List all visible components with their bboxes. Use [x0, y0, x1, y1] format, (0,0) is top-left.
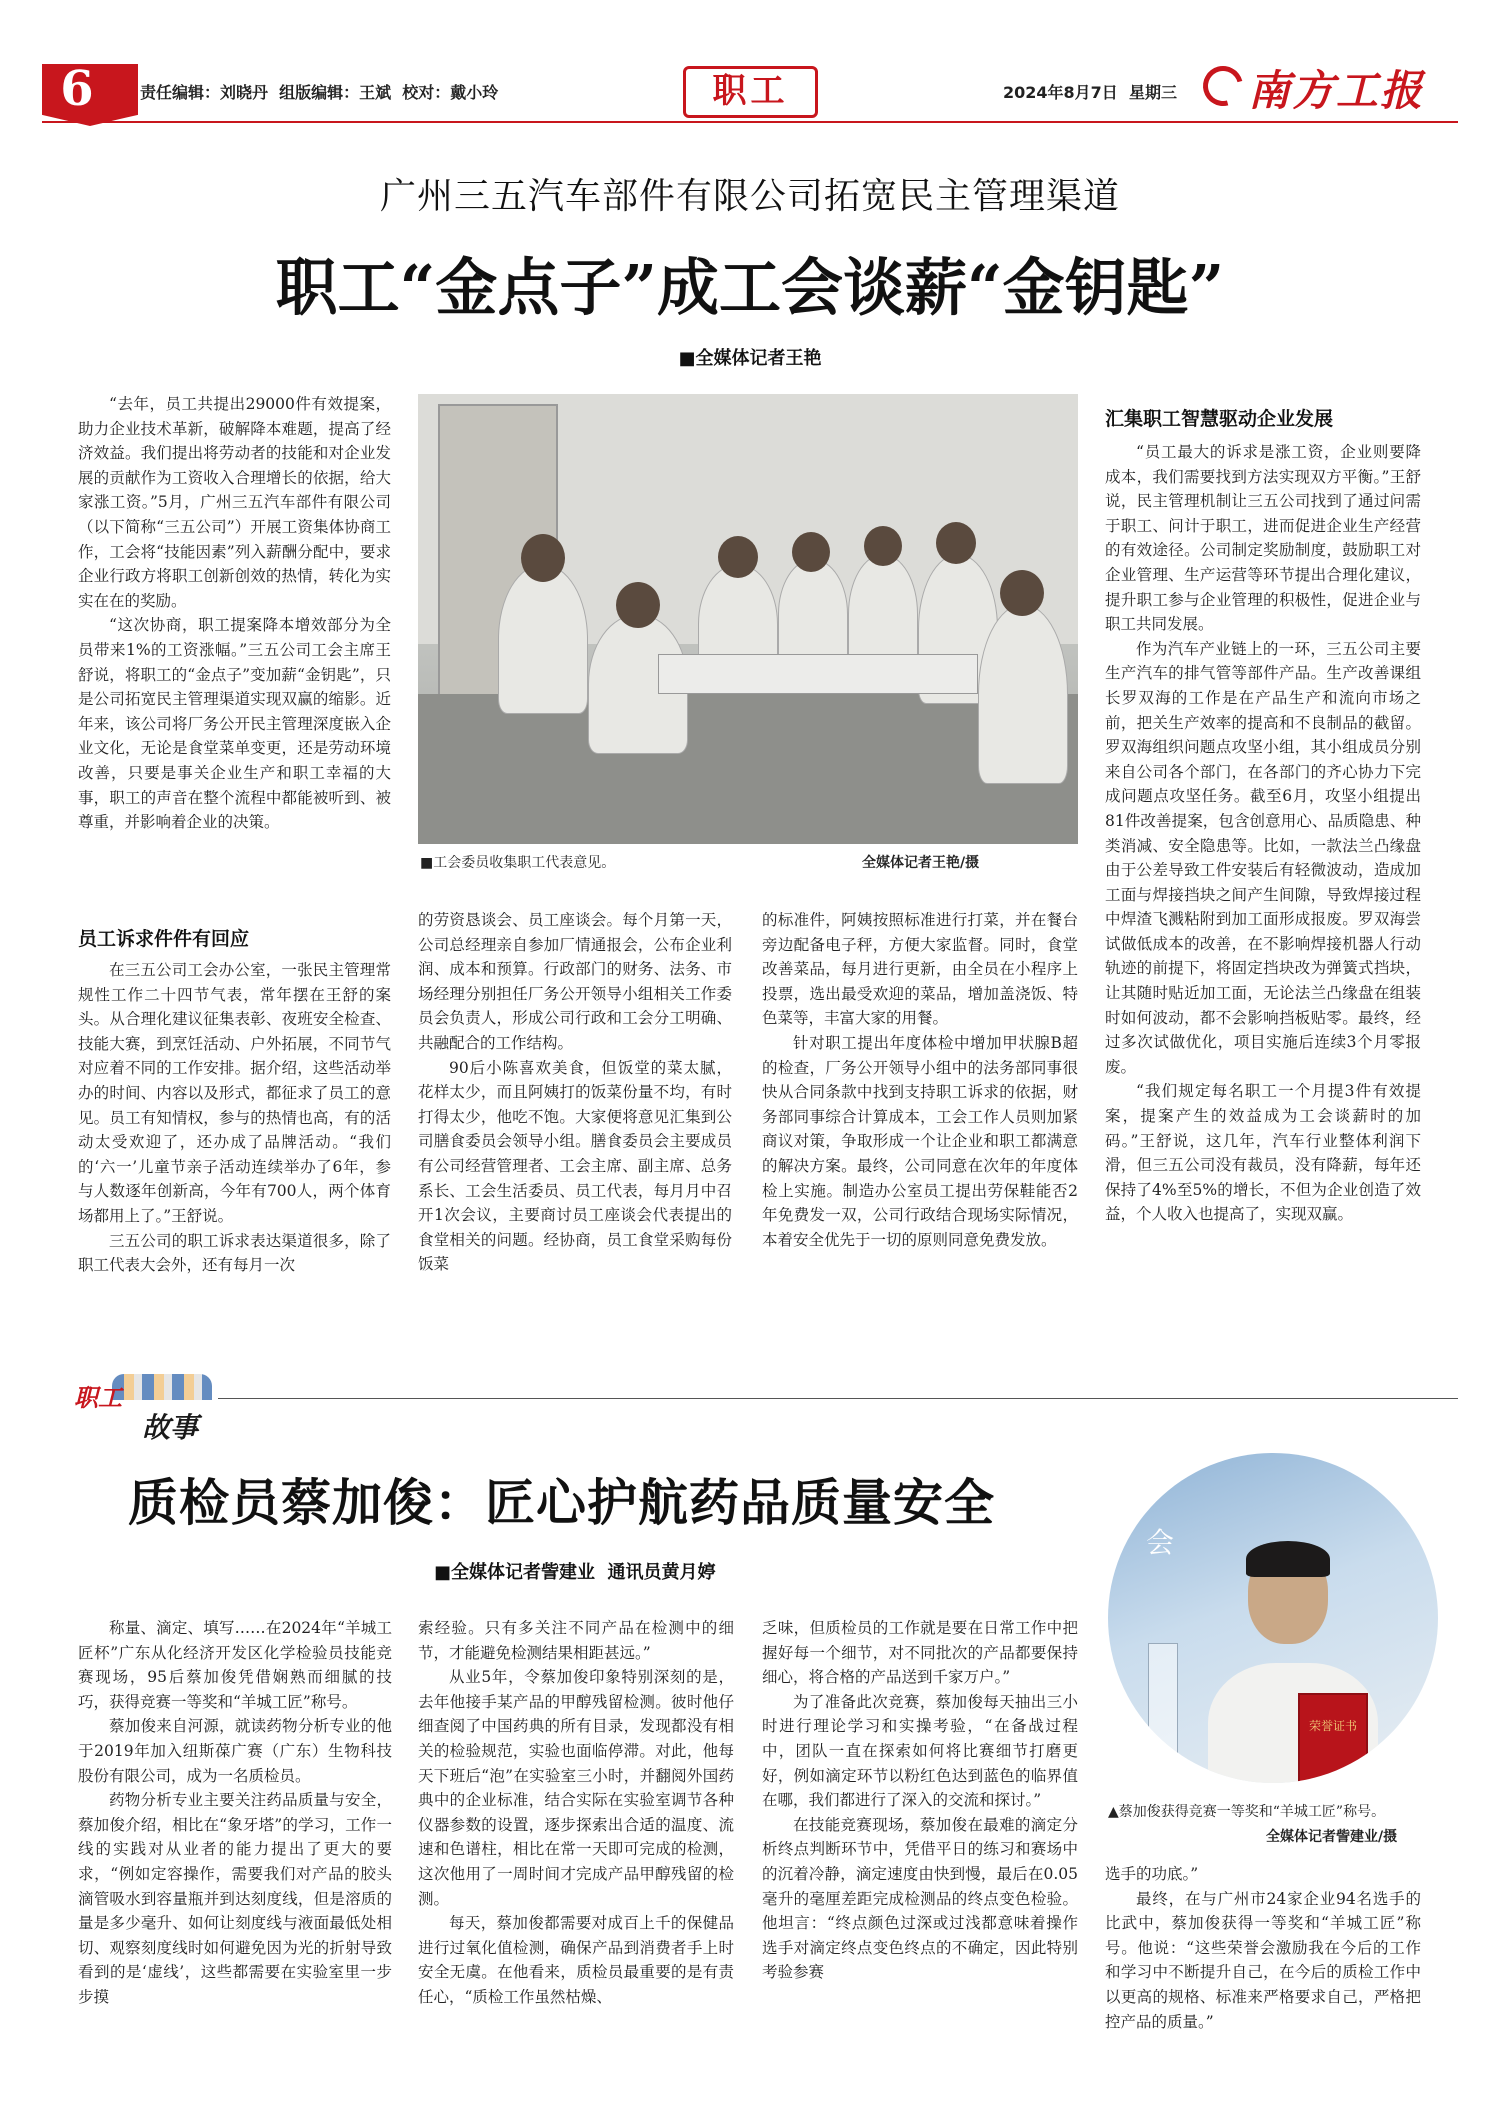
portrait-photo [1108, 1453, 1438, 1783]
paragraph: 从业5年，令蔡加俊印象特别深刻的是，去年他接手某产品的甲醇残留检测。彼时他仔细查阅了中国药典的所有目录，发现都没有相关的检验规范，实验也面临停滞。对此，他每天下班后“泡”在实验室三小时，并翻阅外国药典中的企业标准，结合实际在实验室调节各种仪器参数的设置，逐步探索出合适的温度、流速和色谱柱，相比在常一天即可完成的检测，这次他用了一周时间才完成产品甲醇残留的检测。 [418, 1668, 734, 1908]
column-logo-bottom: 故事 [142, 1411, 199, 1444]
column-logo [72, 1372, 232, 1444]
paragraph: 蔡加俊来自河源，就读药物分析专业的他于2019年加入纽斯葆广赛（广东）生物科技股份有限公司，成为一名质检员。 [78, 1717, 392, 1785]
paragraph: 选手的功底。” [1105, 1865, 1199, 1883]
story-byline: ■全媒体记者訾建业 通讯员黄月婷 [434, 1562, 716, 1583]
photo-head [936, 522, 976, 564]
paragraph: 在三五公司工会办公室，一张民主管理常规性工作二十四节气表，常年摆在王舒的案头。从合理化建议征集表彰、夜班安全检查、技能大赛，到烹饪活动、户外拓展，不同节气对应着不同的工作安排。据介绍，这些活动举办的时间、内容以及形式，都征求了员工的意见。员工有知情权，参与的热情也高，有的活动太受欢迎了，还办成了品牌活动。“我们的‘六一’儿童节亲子活动连续举办了6年，参与人数逐年创新高，今年有700人，两个体育场都用上了。”王舒说。 [78, 961, 391, 1225]
subhead-complaints: 员工诉求件件有回应 [78, 928, 250, 950]
paper-logo-icon [1196, 59, 1251, 114]
page-number: 6 [60, 61, 94, 117]
article-col1-top [78, 392, 391, 835]
story-section-rule [218, 1398, 1458, 1399]
article-col1-bottom [78, 958, 391, 1278]
article-byline: ■全媒体记者王艳 [678, 348, 822, 369]
paragraph: 三五公司的职工诉求表达渠道很多，除了职工代表大会外，还有每月一次 [78, 1231, 391, 1275]
paragraph: 的标准件，阿姨按照标准进行打菜，并在餐台旁边配备电子秤，方便大家监督。同时，食堂改善菜品，每月进行更新，由全员在小程序上投票，选出最受欢迎的菜品，增加盖浇饭、特色菜等，丰富大家的用餐。 [762, 911, 1078, 1028]
paragraph: 的劳资恳谈会、员工座谈会。每个月第一天，公司总经理亲自参加厂情通报会，公布企业利润、成本和预算。行政部门的财务、法务、市场经理分别担任厂务公开领导小组相关工作委员会负责人，形成公司行政和工会分工明确、共融配合的工作结构。 [418, 911, 732, 1052]
photo-head [521, 534, 565, 582]
photo-table [658, 654, 978, 694]
paragraph: 针对职工提出年度体检中增加甲状腺B超的检查，厂务公开领导小组中的法务部同事很快从合同条款中找到支持职工诉求的依据，财务部同事综合计算成本，工会工作人员则加紧商议对策，争取形成一个让企业和职工都满意的解决方案。最终，公司同意在次年的年度体检上实施。制造办公室员工提出劳保鞋能否2年免费发一双，公司行政结合现场实际情况，本着安全优先于一切的原则同意免费发放。 [762, 1033, 1078, 1249]
paragraph: 最终，在与广州市24家企业94名选手的比武中，蔡加俊获得一等奖和“羊城工匠”称号。他说：“这些荣誉会激励我在今后的工作和学习中不断提升自己，在今后的质检工作中以更高的规格、标准来严格要求自己，严格把控产品的质量。” [1105, 1889, 1421, 2031]
paragraph: 在技能竞赛现场，蔡加俊在最难的滴定分析终点判断环节中，凭借平日的练习和赛场中的沉着冷静，滴定速度由快到慢，最后在0.05毫升的毫厘差距完成检测品的终点变色检验。他坦言：“终点颜色过深或过浅都意味着操作选手对滴定终点变色终点的不确定，因此特别考验参赛 [762, 1815, 1078, 1982]
article-headline: 职工“金点子”成工会谈薪“金钥匙” [275, 251, 1225, 324]
photo-person [978, 604, 1068, 784]
subhead-wisdom: 汇集职工智慧驱动企业发展 [1105, 408, 1334, 430]
paragraph: 乏味，但质检员的工作就是要在日常工作中把握好每一个细节，对不同批次的产品都要保持细心，将合格的产品送到千家万户。” [762, 1619, 1078, 1687]
meeting-photo [418, 394, 1078, 844]
issue-date: 2024年8月7日 星期三 [1003, 83, 1177, 102]
paragraph: 作为汽车产业链上的一环，三五公司主要生产汽车的排气管等部件产品。生产改善课组长罗双海的工作是在产品生产和流向市场之前，把关生产效率的提高和不良制品的截留。罗双海组织问题点攻坚小组，其小组成员分别来自公司各个部门，在各部门的齐心协力下完成问题点攻坚任务。截至6月，攻坚小组提出81件改善提案，包含创意用心、品质隐患、种类消减、安全隐患等。比如，一款法兰凸缘盘由于公差导致工件安装后有轻微波动，造成加工面与焊接挡块之间产生间隙，导致焊接过程中焊渣飞溅粘附到加工面形成报废。罗双海尝试做低成本的改善，在不影响焊接机器人行动轨迹的前提下，将固定挡块改为弹簧式挡块，让其随时贴近加工面，无论法兰凸缘盘在组装时如何波动，都不会影响挡板贴零。最终，经过多次试做优化，项目实施后连续3个月零报废。 [1105, 639, 1421, 1076]
portrait-hair [1246, 1541, 1330, 1577]
photo-head [718, 536, 758, 578]
article-col4 [1105, 440, 1421, 1227]
section-tag: 职工 [712, 71, 789, 111]
photo-caption: ■工会委员收集职工代表意见。 [420, 855, 616, 871]
photo-head [1000, 570, 1044, 616]
paragraph: 索经验。只有多关注不同产品在检测中的细节，才能避免检测结果相距甚远。” [418, 1619, 734, 1662]
article-col2 [418, 908, 732, 1277]
paragraph: “去年，员工共提出29000件有效提案，助力企业技术革新，破解降本难题，提高了经济效益。我们提出将劳动者的技能和对企业发展的贡献作为工资收入合理增长的依据，给大家涨工资。”5月，广州三五汽车部件有限公司（以下简称“三五公司”）开展工资集体协商工作，工会将“技能因素”列入薪酬分配中，要求企业行政方将职工创新创效的热情，转化为实实在在的奖励。 [78, 395, 391, 610]
paper-logo-name: 南方工报 [1248, 66, 1425, 115]
story-col1 [78, 1616, 392, 2010]
story-col4 [1105, 1862, 1421, 2034]
portrait-caption-text: ▲蔡加俊获得竞赛一等奖和“羊城工匠”称号。 [1108, 1804, 1386, 1820]
photo-credit: 全媒体记者王艳/摄 [862, 855, 980, 871]
header-rule [42, 121, 1458, 123]
column-logo-top: 职工 [74, 1384, 122, 1412]
article-kicker: 广州三五汽车部件有限公司拓宽民主管理渠道 [379, 176, 1120, 217]
portrait-caption [1108, 1800, 1436, 1824]
photo-person [498, 564, 588, 714]
paragraph: “员工最大的诉求是涨工资，企业则要降成本，我们需要找到方法实现双方平衡。”王舒说，民主管理机制让三五公司找到了通过问需于职工、问计于职工，进而促进企业生产经营的有效途径。公司制定奖励制度，鼓励职工对企业管理、生产运营等环节提出合理化建议，提升职工参与企业管理的积极性，促进企业与职工共同发展。 [1105, 443, 1421, 634]
editors-line: 责任编辑：刘晓丹 组版编辑：王斌 校对：戴小玲 [140, 83, 499, 102]
article-col3 [762, 908, 1078, 1252]
portrait-glassware [1148, 1643, 1178, 1763]
paragraph: 90后小陈喜欢美食，但饭堂的菜太腻，花样太少，而且阿姨打的饭菜份量不均，有时打得太少，他吃不饱。大家便将意见汇集到公司膳食委员会领导小组。膳食委员会主要成员有公司经营管理者、工会主席、副主席、总务系长、工会生活委员、员工代表，每月月中召开1次会议，主要商讨员工座谈会代表提出的食堂相关的问题。经协商，员工食堂采购每份饭菜 [418, 1058, 732, 1274]
page-header [0, 0, 1500, 120]
story-col3 [762, 1616, 1078, 1985]
portrait-credit: 全媒体记者訾建业/摄 [1266, 1829, 1398, 1845]
photo-person [778, 559, 848, 669]
paragraph: 称量、滴定、填写……在2024年“羊城工匠杯”广东从化经济开发区化学检验员技能竞赛现场，95后蔡加俊凭借娴熟而细腻的技巧，获得竞赛一等奖和“羊城工匠”称号。 [78, 1619, 392, 1711]
paragraph: 为了准备此次竞赛，蔡加俊每天抽出三小时进行理论学习和实操考验，“在备战过程中，团队一直在探索如何将比赛细节打磨更好，例如滴定环节以粉红色达到蓝色的临界值在哪，我们都进行了深入的交流和探讨。” [762, 1692, 1078, 1810]
paragraph: 每天，蔡加俊都需要对成百上千的保健品进行过氧化值检测，确保产品到消费者手上时安全无虞。在他看来，质检员最重要的是有责任心，“质检工作虽然枯燥、 [418, 1914, 734, 2006]
photo-head [864, 526, 902, 566]
paragraph: 药物分析专业主要关注药品质量与安全，蔡加俊介绍，相比在“象牙塔”的学习，工作一线的实践对从业者的能力提出了更大的要求，“例如定容操作，需要我们对产品的胶头滴管吸水到容量瓶并到达刻度线，但是溶质的量是多少毫升、如何让刻度线与液面最低处相切、观察刻度线时如何避免因为光的折射导致看到的是‘虚线’，这些都需要在实验室里一步步摸 [78, 1791, 392, 2006]
portrait-backdrop-text: 会 [1146, 1526, 1175, 1559]
photo-head [616, 582, 660, 628]
column-logo-figures-icon [112, 1374, 212, 1400]
paragraph: “这次协商，职工提案降本增效部分为全员带来1%的工资涨幅。”三五公司工会主席王舒说，将职工的“金点子”变加薪“金钥匙”，只是公司拓宽民主管理渠道实现双赢的缩影。近年来，该公司将厂务公开民主管理深度嵌入企业文化，无论是食堂菜单变更，还是劳动环境改善，只要是事关企业生产和职工幸福的大事，职工的声音在整个流程中都能被听到、被尊重，并影响着企业的决策。 [78, 616, 391, 832]
story-headline: 质检员蔡加俊：匠心护航药品质量安全 [128, 1473, 995, 1532]
photo-head [792, 532, 830, 572]
paragraph: “我们规定每名职工一个月提3件有效提案，提案产生的效益成为工会谈薪时的加码。”王舒说，这几年，汽车行业整体利润下滑，但三五公司没有裁员，没有降薪，每年还保持了4%至5%的增长，不但为企业创造了效益，个人收入也提高了，实现双赢。 [1105, 1082, 1421, 1224]
certificate [1298, 1693, 1368, 1783]
story-col2 [418, 1616, 734, 2010]
certificate-label: 荣誉证书 [1308, 1719, 1357, 1733]
